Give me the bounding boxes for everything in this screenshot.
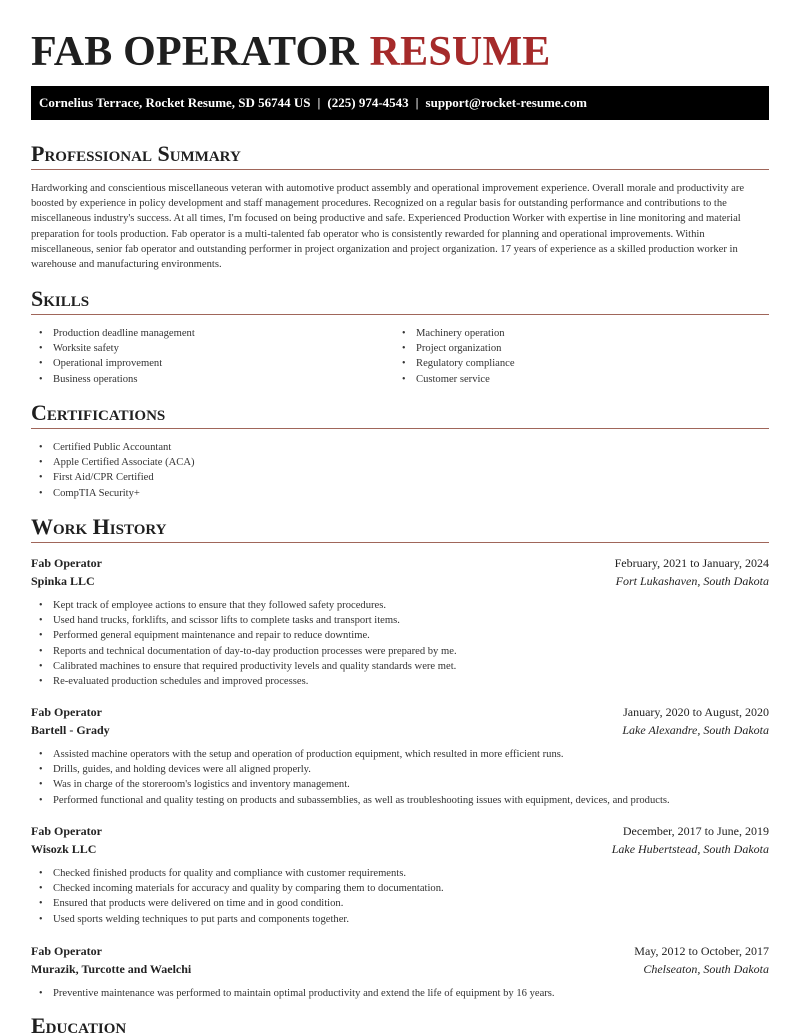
job-title: Fab Operator xyxy=(31,824,102,838)
job-bullets xyxy=(31,986,769,1001)
list-item: • Machinery operation xyxy=(394,326,754,341)
summary-text: Hardworking and conscientious miscellaneous veteran with automotive product assembly and operational improvement experience. Overall morale and productivity are boosted by experience in policy development and staff management procedures. Recognized on a regular basis for outstanding performance and contributions to the miscellaneous industry's success. At all times, I'm focused on being productive and safe. Experienced Production Worker with expertise in line monitoring and material preparation for tools production. Fab operator is a multi-talented fab operator who is consistently rewarded for planning and operational improvements. Within miscellaneous, senior fab operator and outstanding performer in project organization and project organization. 17 years of experience as a skilled production worker in warehouse and manufacturing environments. xyxy=(31,183,745,271)
job-location: Chelseaton, South Dakota xyxy=(643,962,769,976)
list-item: • Checked finished products for quality and compliance with customer requirements. xyxy=(31,866,769,881)
list-item: • Certified Public Accountant xyxy=(31,440,769,455)
list-item: • Regulatory compliance xyxy=(394,356,754,371)
job-company: Spinka LLC xyxy=(31,574,95,588)
list-item: • First Aid/CPR Certified xyxy=(31,470,769,485)
skills-heading: Skills xyxy=(31,287,769,315)
list-item: • Performed general equipment maintenance and repair to reduce downtime. xyxy=(31,628,769,643)
list-item: • Reports and technical documentation of day-to-day production processes were prepared by me. xyxy=(31,644,769,659)
resume-title xyxy=(31,28,551,76)
list-item: • Used hand trucks, forklifts, and scissor lifts to complete tasks and transport items. xyxy=(31,613,769,628)
contact-address: Cornelius Terrace, Rocket Resume, SD 56744 US xyxy=(39,95,311,110)
list-item: • Apple Certified Associate (ACA) xyxy=(31,455,769,470)
job-title: Fab Operator xyxy=(31,944,102,958)
list-item: • Re-evaluated production schedules and improved processes. xyxy=(31,674,769,689)
contact-separator: | xyxy=(317,95,321,110)
job-entry xyxy=(31,944,769,1001)
skills-list-left xyxy=(31,326,391,387)
list-item: • Performed functional and quality testing on products and subassemblies, as well as troubleshooting issues with equipment, devices, and products. xyxy=(31,793,769,808)
list-item: • Project organization xyxy=(394,341,754,356)
list-item: • Production deadline management xyxy=(31,326,391,341)
list-item: • Kept track of employee actions to ensure that they followed safety procedures. xyxy=(31,598,769,613)
contact-bar xyxy=(31,86,769,120)
list-item: • Assisted machine operators with the setup and operation of production equipment, which resulted in more efficient runs. xyxy=(31,747,769,762)
list-item: • Preventive maintenance was performed to maintain optimal productivity and extend the life of equipment by 16 years. xyxy=(31,986,769,1001)
list-item: • CompTIA Security+ xyxy=(31,486,769,501)
contact-email: support@rocket-resume.com xyxy=(425,95,587,110)
contact-separator: | xyxy=(415,95,419,110)
job-location: Lake Alexandre, South Dakota xyxy=(622,723,769,737)
job-title: Fab Operator xyxy=(31,556,102,570)
list-item: • Was in charge of the storeroom's logistics and inventory management. xyxy=(31,777,769,792)
list-item: • Ensured that products were delivered on time and in good condition. xyxy=(31,896,769,911)
certifications-list xyxy=(31,440,769,501)
list-item: • Business operations xyxy=(31,372,391,387)
contact-phone: (225) 974-4543 xyxy=(327,95,409,110)
skills-list-right xyxy=(394,326,754,387)
list-item: • Checked incoming materials for accuracy and quality by comparing them to documentation. xyxy=(31,881,769,896)
work-history-heading: Work History xyxy=(31,515,769,543)
job-entry xyxy=(31,556,769,689)
job-location: Fort Lukashaven, South Dakota xyxy=(615,574,769,588)
list-item: • Operational improvement xyxy=(31,356,391,371)
education-heading: Education xyxy=(31,1013,127,1035)
job-location: Lake Hubertstead, South Dakota xyxy=(611,842,769,856)
job-entry xyxy=(31,705,769,808)
job-bullets xyxy=(31,598,769,689)
job-title: Fab Operator xyxy=(31,705,102,719)
list-item: • Worksite safety xyxy=(31,341,391,356)
title-main: FAB OPERATOR xyxy=(31,29,370,75)
job-dates: January, 2020 to August, 2020 xyxy=(623,705,769,719)
job-dates: December, 2017 to June, 2019 xyxy=(622,824,769,838)
job-company: Wisozk LLC xyxy=(31,842,97,856)
job-bullets xyxy=(31,747,769,808)
list-item: • Customer service xyxy=(394,372,754,387)
job-company: Bartell - Grady xyxy=(31,723,110,737)
title-accent: RESUME xyxy=(369,29,551,75)
list-item: • Used sports welding techniques to put parts and components together. xyxy=(31,912,769,927)
job-dates: February, 2021 to January, 2024 xyxy=(614,556,769,570)
job-dates: May, 2012 to October, 2017 xyxy=(634,944,769,958)
certifications-heading: Certifications xyxy=(31,401,769,429)
list-item: • Drills, guides, and holding devices were all aligned properly. xyxy=(31,762,769,777)
job-bullets xyxy=(31,866,769,927)
job-entry xyxy=(31,824,769,927)
job-company: Murazik, Turcotte and Waelchi xyxy=(31,962,192,976)
list-item: • Calibrated machines to ensure that required productivity levels and quality standards were met. xyxy=(31,659,769,674)
summary-heading: Professional Summary xyxy=(31,142,769,170)
